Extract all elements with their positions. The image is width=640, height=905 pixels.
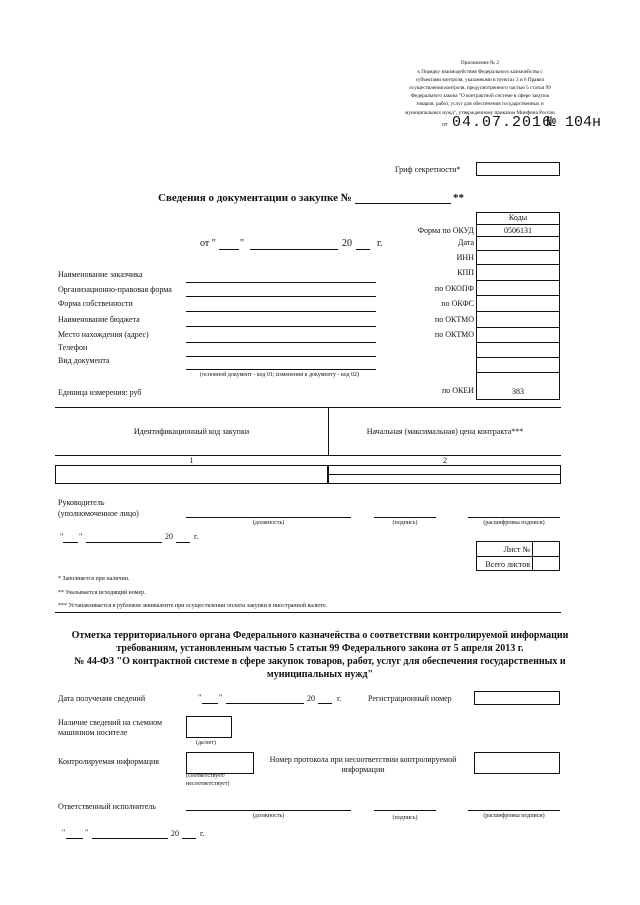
doc-type-field[interactable] <box>186 369 376 370</box>
legal-form-label: Организационно-правовая форма <box>58 285 172 294</box>
executor-signature-caption: (подпись) <box>392 815 418 821</box>
executor-year-prefix: 20 <box>171 829 179 838</box>
executor-decoding-caption: (расшифровка подписи) <box>483 813 545 819</box>
received-date-quote: " <box>219 693 223 702</box>
code-label: Дата <box>458 238 474 247</box>
col2-number: 2 <box>443 456 447 465</box>
head-date-quote: " <box>79 532 83 541</box>
protocol-number-field[interactable] <box>474 752 560 774</box>
col1-header: Идентификационный код закупки <box>133 427 250 436</box>
executor-position-field[interactable] <box>186 810 351 811</box>
removable-media-label: Наличие сведений на съемном <box>58 718 163 727</box>
yes-no-caption: (да/нет) <box>196 740 216 746</box>
date-year-suffix: г. <box>377 238 383 249</box>
mark-title-line: требованиям, установленным частью 5 статьи 99 Федерального закона от 5 апреля 2013 г. <box>116 643 524 654</box>
table-top-border <box>55 407 561 408</box>
col1-number: 1 <box>189 456 194 465</box>
received-date-prefix: " <box>198 693 202 702</box>
executor-year-suffix: г. <box>200 829 205 838</box>
position-caption: (должность) <box>252 520 285 526</box>
codes-divider <box>476 357 560 358</box>
sheet-divider <box>476 556 560 557</box>
code-label: по ОКТМО <box>434 315 474 324</box>
controlled-info-field[interactable] <box>186 752 254 774</box>
codes-divider <box>476 236 560 237</box>
location-field[interactable] <box>186 342 376 343</box>
complies-caption-2: несоответствует) <box>186 781 230 787</box>
procurement-code-cell[interactable] <box>55 465 328 484</box>
executor-label: Ответственный исполнитель <box>58 802 156 811</box>
date-prefix: от " <box>200 238 216 249</box>
document-number-field[interactable] <box>355 203 451 204</box>
stamp-number: № 104н <box>547 114 602 131</box>
code-label: Форма по ОКУД <box>417 226 474 235</box>
executor-signature-field[interactable] <box>374 810 436 811</box>
budget-label: Наименование бюджета <box>58 315 140 324</box>
complies-caption: (соответствует/ <box>186 773 226 779</box>
controlled-info-label: Контролируемая информация <box>58 757 159 766</box>
head-position-field[interactable] <box>186 517 351 518</box>
received-year-prefix: 20 <box>307 694 315 703</box>
executor-year-field[interactable] <box>182 838 196 839</box>
customer-field[interactable] <box>186 282 376 283</box>
executor-date-quote: " <box>85 828 89 837</box>
legal-form-field[interactable] <box>186 296 376 297</box>
received-month-field[interactable] <box>226 703 304 704</box>
phone-field[interactable] <box>186 356 376 357</box>
code-label: по ОКОПФ <box>434 284 474 293</box>
removable-media-label-2: машинном носителе <box>58 728 128 737</box>
codes-divider <box>476 327 560 328</box>
head-date-year-prefix: 20 <box>165 532 173 541</box>
title-stars: ** <box>453 192 464 204</box>
code-value-okei: 383 <box>512 387 524 396</box>
sheet-total-label: Всего листов <box>485 560 530 569</box>
appendix-line: Федерального закона "О контрактной системе в сфере закупок <box>410 93 550 99</box>
decoding-caption: (расшифровка подписи) <box>483 520 545 526</box>
code-label: по ОКТМО <box>434 330 474 339</box>
budget-field[interactable] <box>186 326 376 327</box>
received-date-label: Дата получения сведений <box>58 694 146 703</box>
date-year-field[interactable] <box>356 249 370 250</box>
date-year-prefix: 20 <box>342 238 352 249</box>
mark-title-line: муниципальных нужд" <box>266 669 374 680</box>
note-1: * Заполняется при наличии. <box>58 576 130 582</box>
signature-caption: (подпись) <box>392 520 418 526</box>
date-month-field[interactable] <box>250 249 338 250</box>
customer-label: Наименование заказчика <box>58 270 143 279</box>
codes-divider <box>476 280 560 281</box>
received-day-field[interactable] <box>202 703 218 704</box>
codes-divider <box>476 264 560 265</box>
appendix-line: осуществления контроля, предусмотренного частью 5 статьи 99 <box>409 85 551 91</box>
received-year-field[interactable] <box>318 703 332 704</box>
sheet-number-label: Лист № <box>503 545 530 554</box>
codes-divider <box>476 342 560 343</box>
received-year-suffix: г. <box>337 694 342 703</box>
secrecy-field[interactable] <box>476 162 560 176</box>
executor-date-prefix: " <box>62 828 66 837</box>
protocol-label-2: информации <box>341 765 385 774</box>
codes-header: Коды <box>508 213 528 222</box>
executor-position-caption: (должность) <box>252 813 285 819</box>
head-decoding-field[interactable] <box>468 517 560 518</box>
codes-divider <box>476 372 560 373</box>
appendix-line: Приложение № 2 <box>461 60 499 66</box>
doc-type-hint: (основной документ - код 01; изменения к документу - код 02) <box>200 372 359 378</box>
doc-type-label: Вид документа <box>58 356 110 365</box>
page-title: Сведения о документации о закупке № <box>158 192 352 204</box>
protocol-label: Номер протокола при несоответствии контролируемой <box>269 755 457 764</box>
codes-divider <box>476 295 560 296</box>
ownership-field[interactable] <box>186 311 376 312</box>
mark-title-line: № 44-ФЗ "О контрактной системе в сфере закупок товаров, работ, услуг для обеспечения государственных и <box>74 656 566 667</box>
appendix-line: к Порядку взаимодействия Федерального казначейства с <box>417 69 543 75</box>
removable-media-field[interactable] <box>186 716 232 738</box>
codes-divider <box>476 250 560 251</box>
head-label: Руководитель <box>58 498 105 507</box>
stamp-date: 04.07.2016 <box>452 114 553 131</box>
code-label: ИНН <box>456 253 474 262</box>
appendix-line: муниципальных нужд", утвержденному приказом Минфина России <box>405 110 555 116</box>
note-2: ** Указывается исходящий номер. <box>58 590 146 596</box>
phone-label: Телефон <box>58 343 88 352</box>
code-label: по ОКЕИ <box>441 386 474 395</box>
registration-number-field[interactable] <box>474 691 560 705</box>
head-date-day-field[interactable] <box>63 542 78 543</box>
appendix-from: от <box>442 122 448 128</box>
date-day-field[interactable] <box>219 249 239 250</box>
codes-divider <box>476 311 560 312</box>
head-label-sub: (уполномоченное лицо) <box>58 509 139 518</box>
code-value-okud: 0506131 <box>504 226 532 235</box>
code-label: по ОКФС <box>441 299 474 308</box>
secrecy-label: Гриф секретности* <box>395 165 461 174</box>
mark-title-line: Отметка территориального органа Федерального казначейства о соответствии контролируемой информации <box>71 630 569 641</box>
head-date-year-field[interactable] <box>176 542 190 543</box>
executor-month-field[interactable] <box>92 838 168 839</box>
head-signature-field[interactable] <box>374 517 436 518</box>
unit-label: Единица измерения: руб <box>58 388 142 397</box>
location-label: Место нахождения (адрес) <box>58 330 149 339</box>
col2-header: Начальная (максимальная) цена контракта*** <box>366 427 524 436</box>
head-date-month-field[interactable] <box>86 542 162 543</box>
head-date-year-suffix: г. <box>194 532 199 541</box>
head-date-prefix: " <box>60 532 64 541</box>
notes-rule <box>55 612 561 613</box>
sheet-col-divider <box>532 541 533 571</box>
appendix-line: субъектами контроля, указанными в пунктах 3 и 6 Правил <box>415 77 545 83</box>
registration-number-label: Регистрационный номер <box>368 694 452 703</box>
note-3: *** Устанавливается в рублевом эквиваленте при осуществлении оплаты закупки в иностранной валюте. <box>58 603 328 609</box>
price-cell-line <box>328 474 561 475</box>
date-quote: " <box>240 238 245 249</box>
code-label: КПП <box>457 268 474 277</box>
executor-decoding-field[interactable] <box>468 810 560 811</box>
appendix-line: товаров, работ, услуг для обеспечения государственных и <box>416 101 544 107</box>
ownership-label: Форма собственности <box>58 299 133 308</box>
executor-day-field[interactable] <box>66 838 83 839</box>
codes-divider <box>476 224 560 225</box>
